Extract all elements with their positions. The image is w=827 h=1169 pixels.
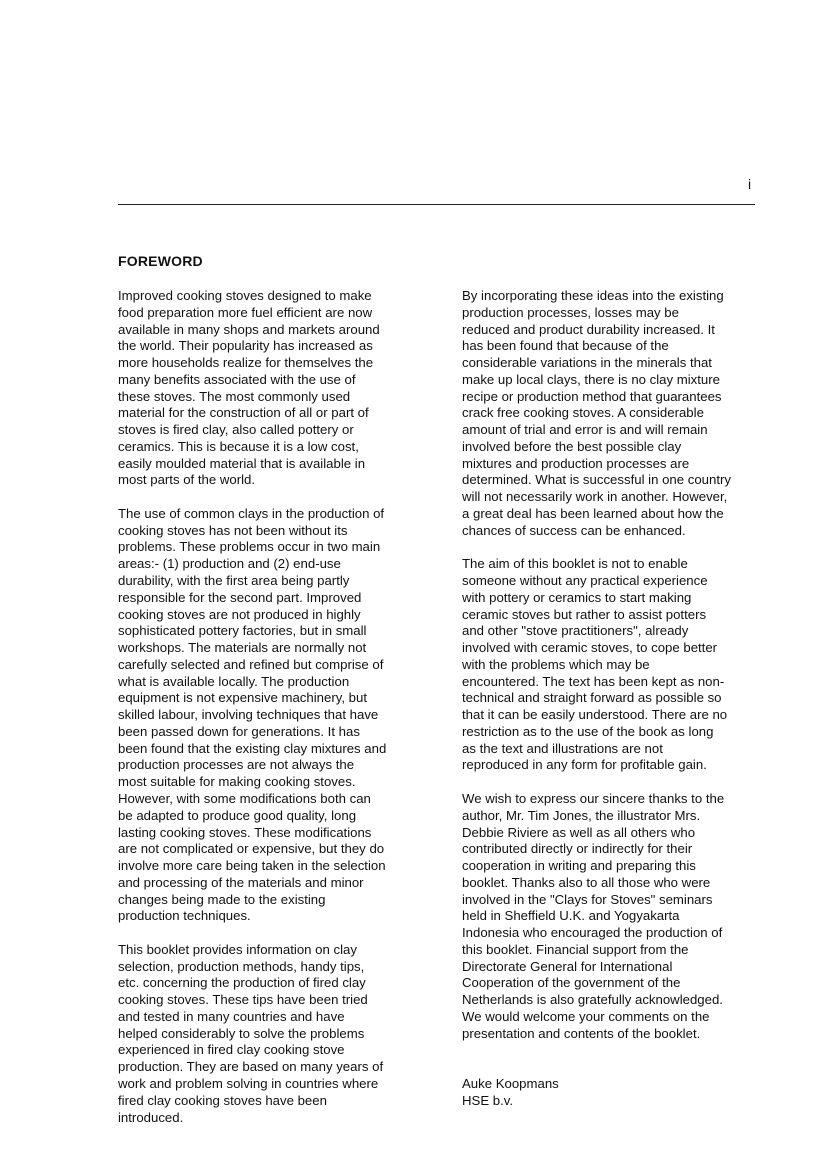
text-line: The use of common clays in the production of — [118, 505, 385, 521]
text-line: experienced in fired clay cooking stove — [118, 1042, 345, 1058]
text-line: cooking stoves are not produced in highly — [118, 606, 361, 622]
text-line: that it can be easily understood. There are no — [462, 707, 728, 723]
text-line: presentation and contents of the booklet. — [462, 1025, 701, 1041]
text-line: reduced and product durability increased. It — [462, 321, 715, 337]
text-line: the world. Their popularity has increased as — [118, 338, 373, 354]
text-line: ceramic stoves but rather to assist potters — [462, 606, 707, 622]
text-line: been found that the existing clay mixtures and — [118, 740, 387, 756]
page-number: i — [748, 176, 752, 192]
text-line: introduced. — [118, 1109, 184, 1125]
text-line: cooking stoves. These tips have been tried — [118, 992, 368, 1008]
text-line: and other "stove practitioners", already — [462, 623, 689, 639]
text-line: We wish to express our sincere thanks to the — [462, 790, 725, 806]
paragraph — [462, 556, 731, 774]
text-line: available in many shops and markets around — [118, 321, 380, 337]
signature-organization: HSE b.v. — [462, 1092, 514, 1108]
text-line: etc. concerning the production of fired clay — [118, 975, 366, 991]
text-line: been passed down for generations. It has — [118, 723, 360, 739]
text-line: responsible for the second part. Improved — [118, 589, 362, 605]
text-line: We would welcome your comments on the — [462, 1008, 710, 1024]
text-line: lasting cooking stoves. These modifications — [118, 824, 372, 840]
text-line: cooperation in writing and preparing this — [462, 858, 696, 874]
paragraph — [462, 288, 731, 539]
section-title: FOREWORD — [118, 253, 203, 269]
text-line: easily moulded material that is available in — [118, 455, 366, 471]
text-line: equipment is not expensive machinery, but — [118, 690, 367, 706]
text-line: what is available locally. The production — [118, 673, 350, 689]
text-line: mixtures and production processes are — [462, 455, 690, 471]
text-line: will not necessarily work in another. However, — [462, 489, 728, 505]
text-line: sophisticated pottery factories, but in small — [118, 623, 367, 639]
text-line: has been found that because of the — [462, 338, 669, 354]
text-line: workshops. The materials are normally not — [118, 640, 367, 656]
text-line: determined. What is successful in one country — [462, 472, 732, 488]
text-line: are not complicated or expensive, but they do — [118, 841, 385, 857]
text-line: be adapted to produce good quality, long — [118, 807, 357, 823]
text-line: this booklet. Financial support from the — [462, 941, 689, 957]
text-line: as the text and illustrations are not — [462, 740, 663, 756]
signature-name: Auke Koopmans — [462, 1075, 559, 1091]
header-rule — [118, 204, 755, 205]
text-line: make up local clays, there is no clay mixture — [462, 371, 720, 387]
paragraph — [118, 288, 386, 489]
text-line: cooking stoves has not been without its — [118, 522, 348, 538]
text-line: most suitable for making cooking stoves. — [118, 774, 356, 790]
text-line: more households realize for themselves the — [118, 355, 374, 371]
text-line: involved with ceramic stoves, to cope better — [462, 640, 718, 656]
text-line: Cooperation of the government of the — [462, 975, 681, 991]
signature — [462, 1076, 731, 1110]
text-line: contributed directly or indirectly for their — [462, 841, 693, 857]
text-line: and tested in many countries and have — [118, 1008, 345, 1024]
text-line: someone without any practical experience — [462, 573, 708, 589]
text-line: booklet. Thanks also to all those who were — [462, 874, 711, 890]
text-line: restriction as to the use of the book as long — [462, 723, 714, 739]
text-line: helped considerably to solve the problems — [118, 1025, 365, 1041]
text-line: By incorporating these ideas into the existing — [462, 288, 724, 303]
text-line: production techniques. — [118, 908, 251, 924]
text-line: production processes are not always the — [118, 757, 355, 773]
text-line: food preparation more fuel efficient are now — [118, 304, 373, 320]
text-line: recipe or production method that guarantees — [462, 388, 722, 404]
text-line: reproduced in any form for profitable gain. — [462, 757, 707, 773]
paragraph — [118, 942, 386, 1126]
paragraph — [118, 506, 386, 925]
text-line: involved in the "Clays for Stoves" seminars — [462, 891, 713, 907]
text-line: material for the construction of all or part of — [118, 405, 369, 421]
text-line: carefully selected and refined but comprise of — [118, 656, 384, 672]
right-column — [462, 288, 731, 1109]
text-line: This booklet provides information on clay — [118, 941, 357, 957]
text-line: author, Mr. Tim Jones, the illustrator Mrs. — [462, 807, 701, 823]
text-line: However, with some modifications both can — [118, 790, 371, 806]
text-line: Improved cooking stoves designed to make — [118, 288, 372, 303]
text-line: Debbie Riviere as well as all others who — [462, 824, 696, 840]
text-line: ceramics. This is because it is a low cost, — [118, 438, 359, 454]
text-line: areas:- (1) production and (2) end-use — [118, 556, 341, 572]
text-line: production processes, losses may be — [462, 304, 679, 320]
text-line: changes being made to the existing — [118, 891, 326, 907]
text-line: problems. These problems occur in two main — [118, 539, 381, 555]
text-line: most parts of the world. — [118, 472, 256, 488]
text-line: involved before the best possible clay — [462, 438, 682, 454]
text-line: a great deal has been learned about how the — [462, 505, 724, 521]
left-column — [118, 288, 386, 1143]
text-line: Directorate General for International — [462, 958, 673, 974]
text-line: technical and straight forward as possible so — [462, 690, 722, 706]
text-line: and processing of the materials and minor — [118, 874, 364, 890]
text-line: chances of success can be enhanced. — [462, 522, 686, 538]
text-line: with the problems which may be — [462, 656, 650, 672]
text-line: many benefits associated with the use of — [118, 371, 356, 387]
text-line: crack free cooking stoves. A considerable — [462, 405, 704, 421]
text-line: with pottery or ceramics to start making — [462, 589, 692, 605]
text-line: skilled labour, involving techniques that have — [118, 707, 379, 723]
text-line: selection, production methods, handy tips, — [118, 958, 365, 974]
text-line: these stoves. The most commonly used — [118, 388, 351, 404]
paragraph — [462, 791, 731, 1042]
text-line: amount of trial and error is and will remain — [462, 422, 708, 438]
text-line: durability, with the first area being partly — [118, 573, 350, 589]
text-line: The aim of this booklet is not to enable — [462, 556, 688, 572]
text-line: stoves is fired clay, also called pottery or — [118, 422, 354, 438]
text-line: considerable variations in the minerals that — [462, 355, 712, 371]
text-line: encountered. The text has been kept as non- — [462, 673, 725, 689]
text-line: held in Sheffield U.K. and Yogyakarta — [462, 908, 680, 924]
text-line: involve more care being taken in the selection — [118, 858, 386, 874]
text-line: fired clay cooking stoves have been — [118, 1092, 327, 1108]
text-line: Indonesia who encouraged the production of — [462, 925, 723, 941]
text-line: production. They are based on many years of — [118, 1059, 384, 1075]
text-line: work and problem solving in countries where — [118, 1075, 379, 1091]
text-line: Netherlands is also gratefully acknowledged. — [462, 992, 723, 1008]
